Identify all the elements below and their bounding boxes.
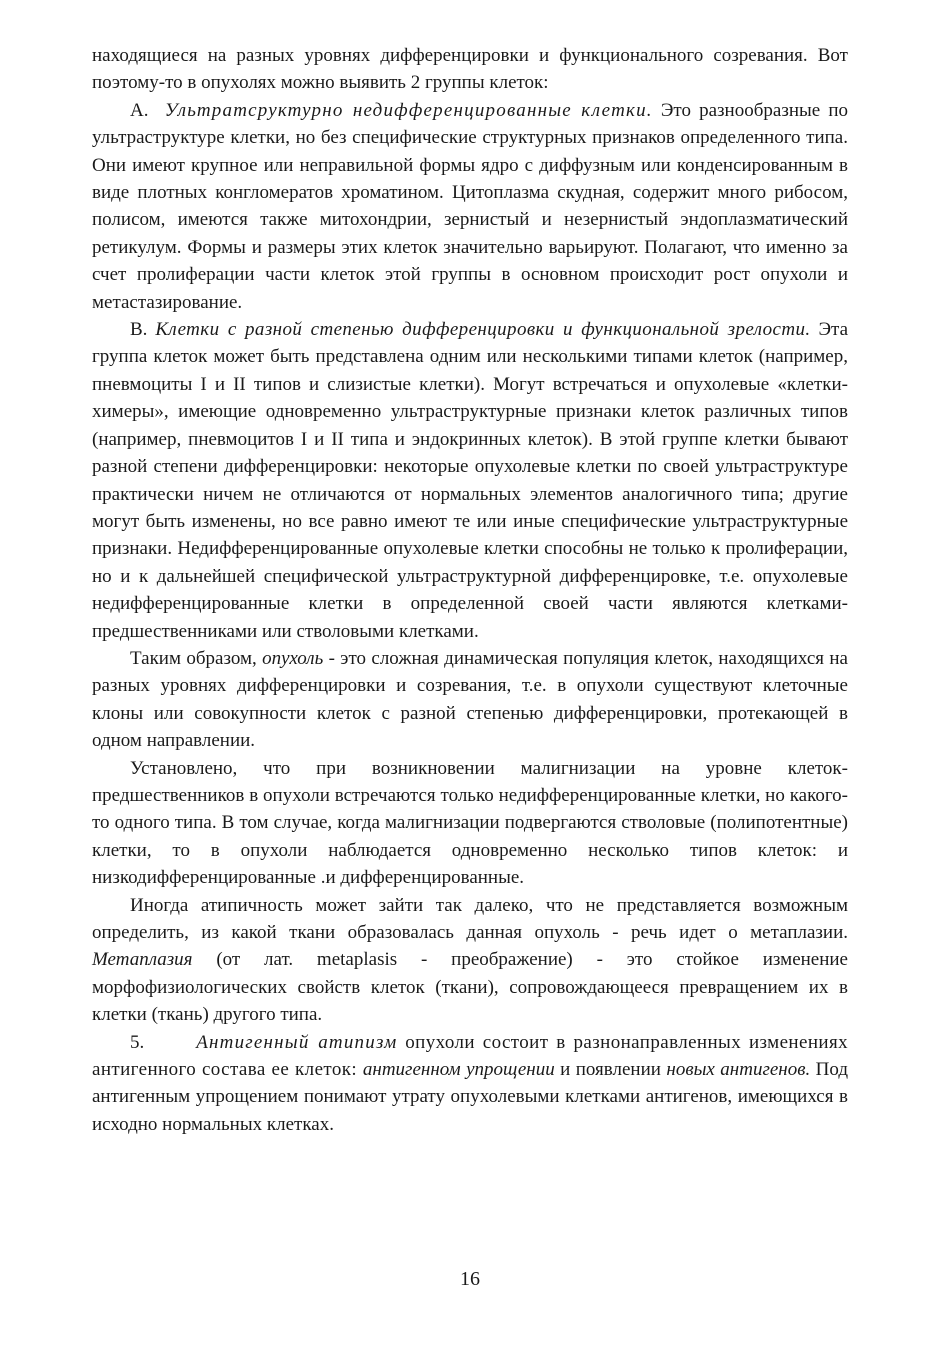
paragraph-malignization bbox=[92, 755, 848, 892]
paragraph-text: Установлено, что при возникновении малигнизации на уровне клеток-предшественников в опухоли встречаются только недифференцированные клетки, но какого-то одного типа. В том случае, когда малигнизации подвергаются стволовые (полипотентные) клетки, то в опухоли наблюдается одновременно несколько типов клеток: и низкодифференцированные .и дифференцированные. bbox=[92, 757, 848, 889]
term-antigenic-simplification: антигенном упрощении bbox=[362, 1059, 555, 1081]
term-metaplasia: Метаплазия bbox=[92, 949, 193, 971]
paragraph-tumor-definition bbox=[92, 645, 848, 755]
paragraph-text: и появлении bbox=[554, 1059, 667, 1081]
paragraph-metaplasia bbox=[92, 892, 848, 1029]
group-a-title: Ультратсруктурно недифференцированные клетки. bbox=[164, 99, 653, 121]
list-marker-b: В. bbox=[130, 319, 148, 341]
paragraph-text: Таким образом, bbox=[130, 647, 263, 669]
paragraph-text: опухоли состоит в разнонаправленных изменениях антигенного состава ее клеток: bbox=[92, 1031, 848, 1081]
paragraph-text: Под антигенным упрощением понимают утрату опухолевыми клетками антигенов, имеющихся в исходно нормальных клетках. bbox=[92, 1059, 849, 1135]
paragraph-text: Иногда атипичность может зайти так далеко, что не представляется возможным определить, из какой ткани образовалась данная опухоль - речь идет о метаплазии. bbox=[92, 894, 848, 943]
term-antigenic-atypism: Антигенный атипизм bbox=[196, 1031, 398, 1053]
page-number: 16 bbox=[460, 1268, 480, 1290]
list-marker-5: 5. bbox=[130, 1031, 145, 1053]
paragraph-group-a bbox=[92, 97, 848, 316]
list-marker-a: А. bbox=[130, 99, 149, 121]
paragraph-text: находящиеся на разных уровнях дифференцировки и функционального созревания. Вот поэтому-то в опухолях можно выявить 2 группы клеток: bbox=[92, 45, 848, 94]
paragraph-antigenic-atypism bbox=[92, 1029, 848, 1139]
term-new-antigens: новых антигенов. bbox=[666, 1059, 811, 1081]
paragraph-text: - это сложная динамическая популяция клеток, находящихся на разных уровнях дифференцировки и созревания, т.е. в опухоли существуют клеточные клоны или совокупности клеток с разной степенью дифференцировки, протекающей в одном направлении. bbox=[92, 647, 848, 752]
term-tumor: опухоль bbox=[262, 647, 324, 669]
group-a-text: Это разнообразные по ультраструктуре клетки, но без специфические структурных признаков определенного типа. Они имеют крупное или неправильной формы ядро с диффузным или конденсированным в виде плотных конгломератов хроматином. Цитоплазма скудная, содержит много рибосом, полисом, имеются также митохондрии, зернистый и незернистый эндоплазматический ретикулум. Формы и размеры этих клеток значительно варьируют. Полагают, что именно за счет пролиферации части клеток этой группы в основном происходит рост опухоли и метастазирование. bbox=[92, 99, 848, 313]
paragraph-text: (от лат. metaplasis - преображение) - это стойкое изменение морфофизиологических свойств клеток (ткани), сопровождающееся превращением их в клетки (ткань) другого типа. bbox=[92, 949, 848, 1026]
document-page bbox=[92, 42, 848, 1138]
group-b-title: Клетки с разной степенью дифференцировки и функциональной зрелости. bbox=[155, 319, 811, 341]
paragraph-group-b bbox=[92, 316, 848, 645]
paragraph-continuation bbox=[92, 42, 848, 97]
group-b-text: Эта группа клеток может быть представлена одним или несколькими типами клеток (например, пневмоциты I и II типов и слизистые клетки). Могут встречаться и опухолевые «клетки-химеры», имеющие одновременно ультраструктурные признаки клеток различных типов (например, пневмоцитов I и II типа и эндокринных клеток). В этой группе клетки бывают разной степени дифференцировки: некоторые опухолевые клетки по своей ультраструктуре практически ничем не отличаются от нормальных элементов аналогичного типа; другие могут быть изменены, но все равно имеют те или иные специфические ультраструктурные признаки. Недифференцированные опухолевые клетки способны не только к пролиферации, но и к дальнейшей специфической ультраструктурной дифференцировке, т.е. опухолевые недифференцированные клетки в определенной своей части являются клетками-предшественниками или стволовыми клетками. bbox=[92, 319, 848, 642]
